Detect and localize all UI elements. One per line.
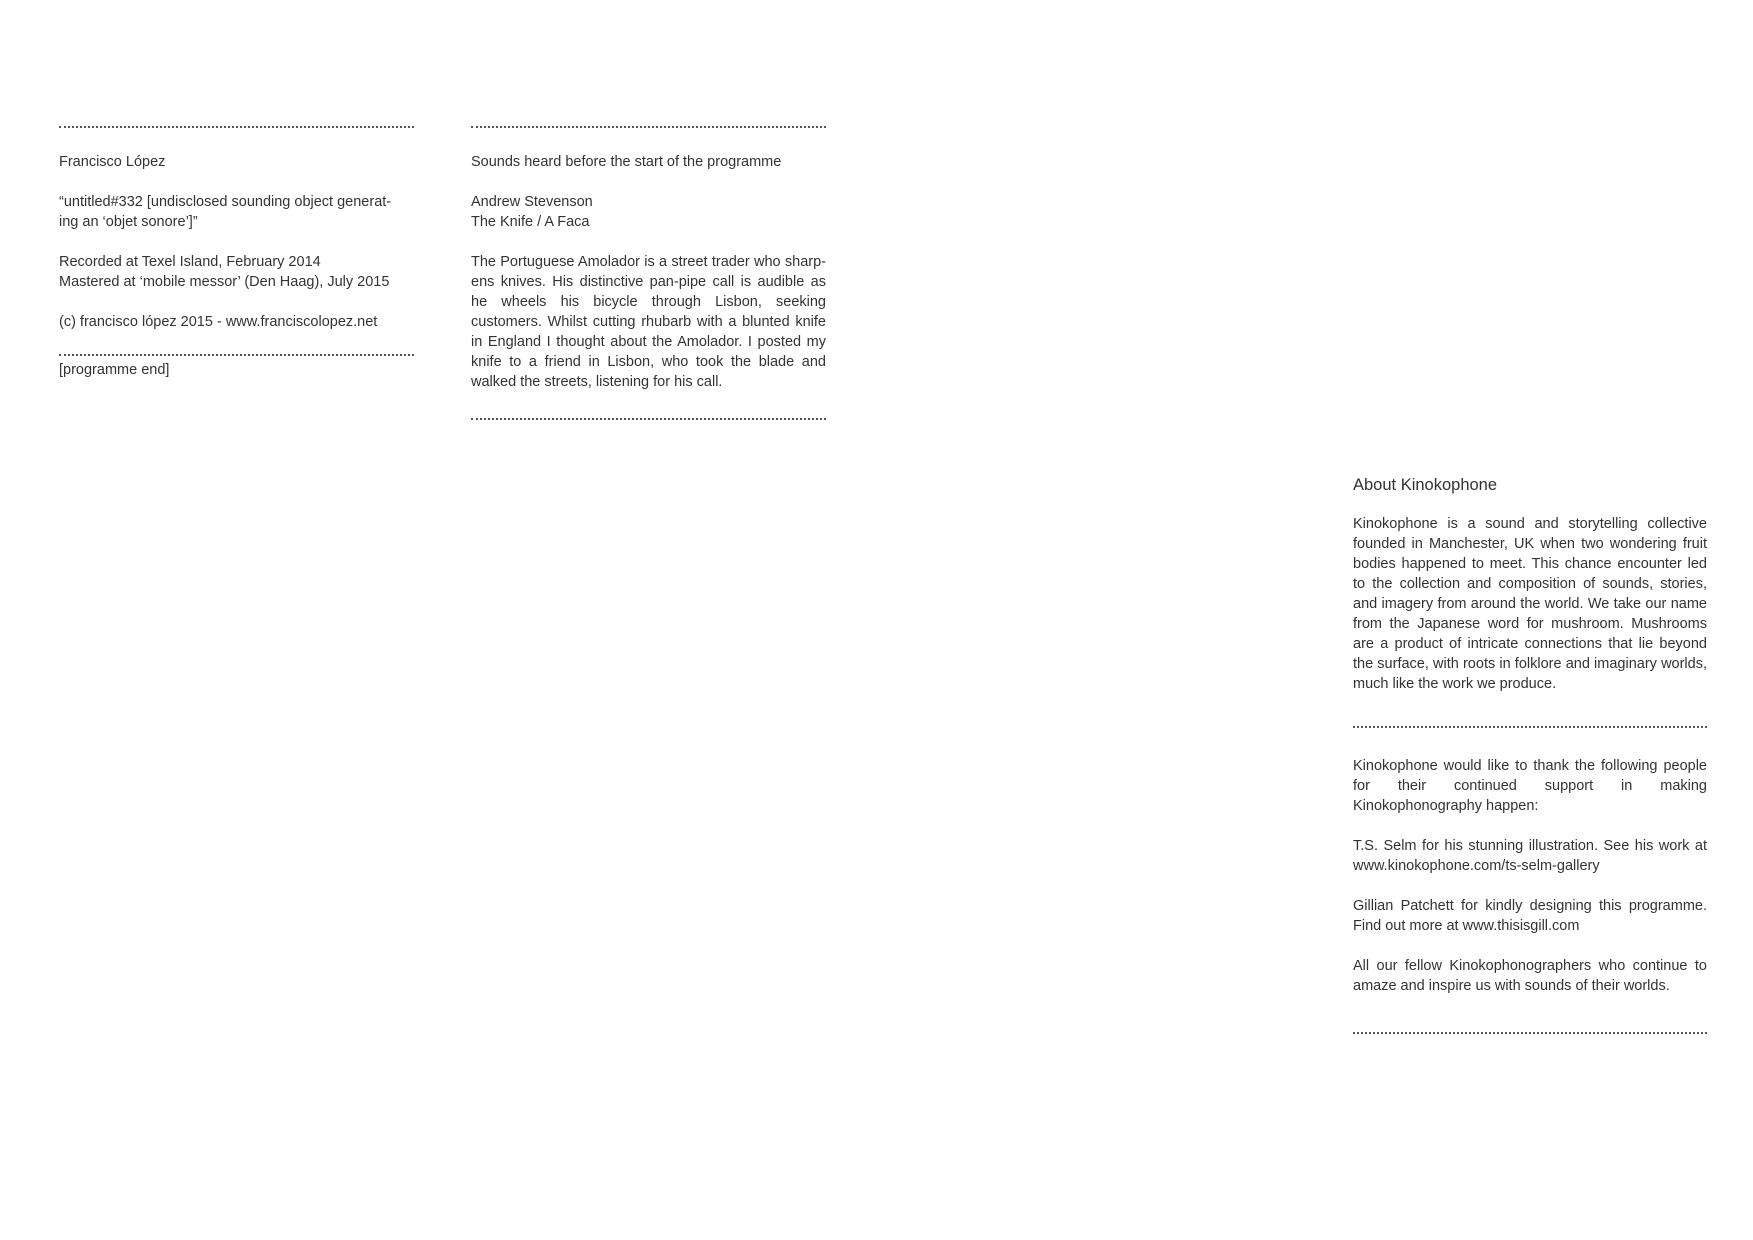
dotted-divider (471, 418, 826, 420)
artist-name: Francisco López (59, 154, 166, 170)
about-heading: About Kinokophone (1353, 476, 1498, 494)
artist-name: Andrew Stevenson (471, 194, 593, 210)
work-title: The Knife / A Faca (471, 214, 590, 230)
work-description: The Portuguese Amolador is a street trader who sharp-ens knives. His distinctive pan-pipe call is audible as he wheels his bicycle through Lisbon, seeking customers. Whilst cutting rhubarb with a blunted knife in England I thought about the Amolador. I posted my knife to a friend in Lisbon, who took the blade and walked the streets, listening for his call. (471, 254, 826, 390)
left-column (59, 126, 414, 380)
dotted-divider (1353, 1032, 1707, 1034)
right-column (1353, 474, 1707, 1034)
thanks-gillian-patchett: Gillian Patchett for kindly designing this programme. Find out more at www.thisisgill.com (1353, 898, 1707, 934)
programme-end-note: [programme end] (59, 362, 170, 378)
middle-column (471, 126, 826, 420)
thanks-intro: Kinokophone would like to thank the following people for their continued support in making Kinokophonography happen: (1353, 758, 1707, 814)
section-heading: Sounds heard before the start of the programme (471, 154, 782, 170)
about-text: Kinokophone is a sound and storytelling collective founded in Manchester, UK when two wondering fruit bodies happened to meet. This chance encounter led to the collection and composition of sounds, stories, and imagery from around the world. We take our name from the Japanese word for mushroom. Mushrooms are a product of intricate connections that lie beyond the surface, with roots in folklore and imaginary worlds, much like the work we produce. (1353, 516, 1707, 692)
work-title (59, 192, 414, 232)
recorded-info: Recorded at Texel Island, February 2014 (59, 254, 321, 270)
thanks-fellow-kinokophonographers: All our fellow Kinokophonographers who continue to amaze and inspire us with sounds of their worlds. (1353, 958, 1707, 994)
work-title-line-2: ing an ‘objet sonore’]” (59, 214, 198, 230)
copyright-line: (c) francisco lópez 2015 - www.franciscolopez.net (59, 314, 378, 330)
thanks-ts-selm: T.S. Selm for his stunning illustration. See his work at www.kinokophone.com/ts-selm-gallery (1353, 838, 1707, 874)
mastered-info: Mastered at ‘mobile messor’ (Den Haag), July 2015 (59, 274, 390, 290)
work-title-line-1: “untitled#332 [undisclosed sounding object generat- (59, 194, 392, 210)
